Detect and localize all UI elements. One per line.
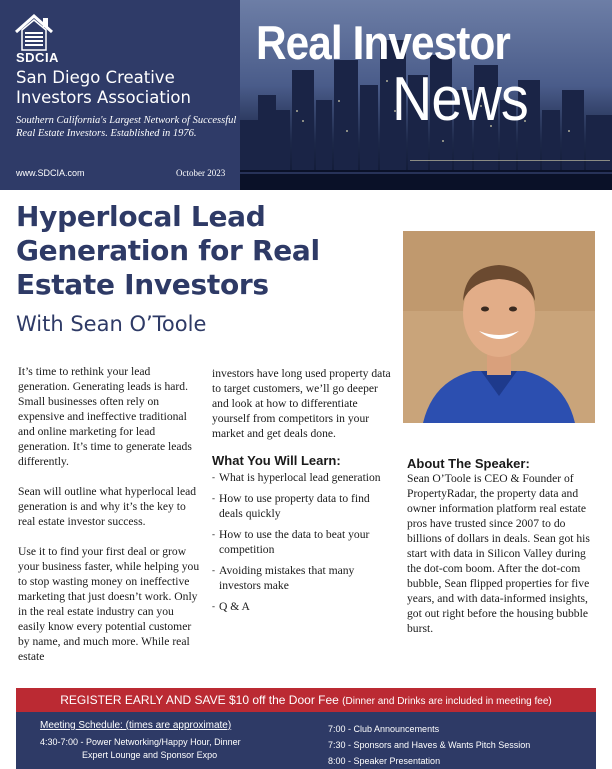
register-main-text: REGISTER EARLY AND SAVE $10 off the Door Fee [60,693,339,707]
schedule-entry-continued: Expert Lounge and Sponsor Expo [82,750,218,760]
article-column-1 [18,364,201,679]
speaker-photo [403,231,595,423]
learn-list [212,470,396,614]
learn-heading: What You Will Learn: [212,453,341,468]
schedule-entry: 7:00 - Club Announcements [328,724,440,734]
speaker-portrait-icon [403,231,595,423]
speaker-bio: Sean O’Toole is CEO & Founder of PropertyRadar, the property data and owner information platform real estate pros have trusted since 2007 to do billions of dollars in deals. Sean got his start with data in Silicon Valley during the dot-com boom. After the dot-com bubble, Sean flipped properties for five years, and with data-informed insights, got out right before the housing bubble burst. [407,472,590,635]
schedule-banner [16,712,596,769]
issue-date: October 2023 [176,168,226,178]
article-column-2 [212,366,396,620]
tagline: Southern California's Largest Network of Successful Real Estate Investors. Established in 1976. [16,115,237,139]
paragraph: It’s time to rethink your lead generation. Generating leads is hard. Small businesses often rely on expensive and ineffective traditional and online marketing for lead generation. It’s time to generate leads differently. [18,365,192,468]
list-item: - Q & A [212,599,396,614]
paragraph: Sean will outline what hyperlocal lead generation is and why it’s the key to real estate investor success. [18,485,197,528]
article-subhead: With Sean O’Toole [16,312,207,336]
schedule-entry: 7:30 - Sponsors and Haves & Wants Pitch Session [328,740,531,750]
schedule-right [328,721,588,769]
list-item: - How to use the data to beat your competition [212,527,396,557]
paragraph: investors have long used property data to target customers, we’ll go deeper and look at how to differentiate yourself from competitors in your market and get deals done. [212,367,391,440]
schedule-left [40,736,300,762]
register-note: (Dinner and Drinks are included in meeting fee) [342,696,552,707]
register-banner [16,688,596,712]
paragraph: Use it to find your first deal or grow your business faster, while helping you to stop wasting money on ineffective marketing that just doesn’t work. Only in the real estate industry can you easily know every potential customer by name, and much more. While real estate [18,545,200,663]
logo-text: SDCIA [16,50,59,65]
speaker-heading: About The Speaker: [407,456,530,471]
organization-name: San Diego Creative Investors Association [16,68,191,107]
list-item: - What is hyperlocal lead generation [212,470,396,485]
article-column-3 [407,456,599,636]
list-item: - How to use property data to find deals quickly [212,491,396,521]
newsletter-title-line2: News [392,65,528,134]
list-item: - Avoiding mistakes that many investors make [212,563,396,593]
masthead-left-panel [0,0,240,190]
schedule-title: Meeting Schedule: (times are approximate) [40,720,232,731]
schedule-entry: 8:00 - Speaker Presentation [328,756,441,766]
schedule-entry: 4:30-7:00 - Power Networking/Happy Hour, Dinner [40,737,241,747]
article-headline: Hyperlocal Lead Generation for Real Estate Investors [16,200,320,301]
skyline-photo [240,0,612,190]
masthead [0,0,612,190]
website-url: www.SDCIA.com [16,168,85,178]
newsletter-title-line1: Real Investor [256,16,510,69]
